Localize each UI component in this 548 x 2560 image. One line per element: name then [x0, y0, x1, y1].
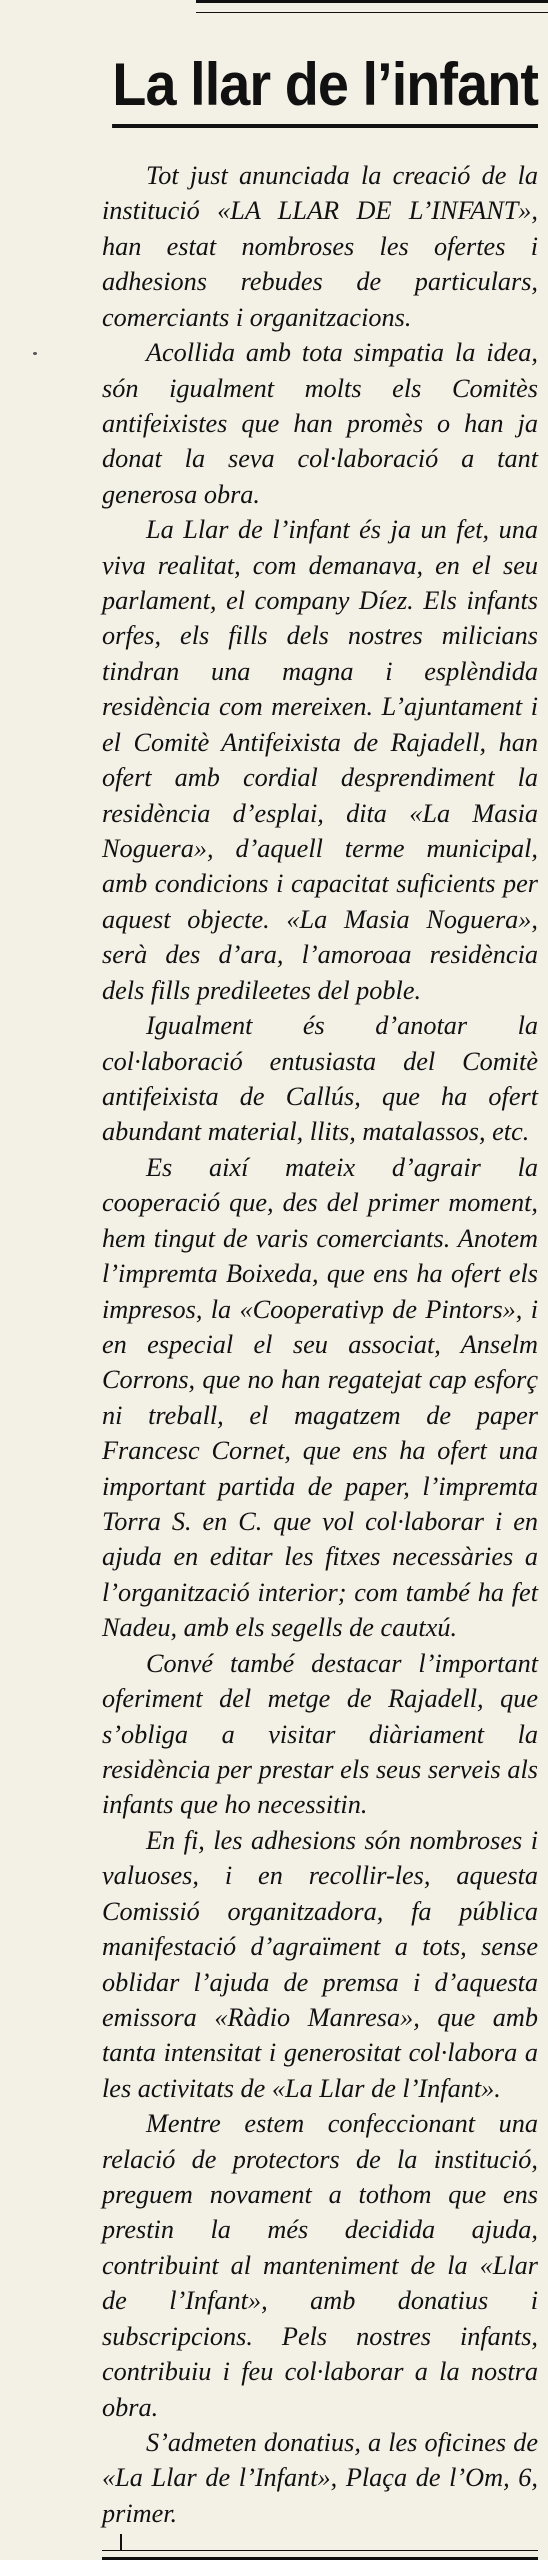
paragraph: Igualment és d’anotar la col·laboració entusiasta del Comitè antifeixista de Callús, que ha ofert abundant material, llits, matalassos, etc. [102, 1011, 538, 1147]
paragraph: Convé també destacar l’important oferiment del metge de Rajadell, que s’obliga a visitar diàriament la residència per prestar els seus serveis als infants que ho necessitin. [102, 1648, 538, 1820]
paragraph: En fi, les adhesions són nombroses i valuoses, i en recollir-les, aquesta Comissió organitzadora, fa pública manifestació d’agraïment a tots, sense oblidar l’ajuda de premsa i d’aquesta emissora «Ràdio Manresa», que amb tanta intensitat i generositat col·labora a les activitats de «La Llar de l’Infant». [102, 1825, 538, 2103]
paragraph: Es així mateix d’agrair la cooperació que, des del primer moment, hem tingut de varis comerciants. Anotem l’impremta Boixeda, que ens ha ofert els impresos, la «Cooperativp de Pintors», i en especial el seu associat, Anselm Corrons, que no han regatejat cap esforç ni treball, el magatzem de paper Francesc Cornet, que ens ha ofert una important partida de paper, l’impremta Torra S. en C. que vol col·laborar i en ajuda en editar les fitxes necessàries a l’organització interior; com també ha fet Nadeu, amb els segells de cautxú. [102, 1152, 538, 1643]
article-body [80, 158, 538, 2531]
article [80, 46, 538, 2531]
paragraph: S’admeten donatius, a les oficines de «La Llar de l’Infant», Plaça de l’Om, 6, primer. [102, 2428, 538, 2528]
margin-speck [33, 352, 37, 355]
paragraph: Mentre estem confeccionant una relació de protectors de la institució, preguem novament a tothom que ens prestin la més decidida ajuda, contribuint al manteniment de la «Llar de l’Infant», amb donatius i subscripcions. Pels nostres infants, contribuiu i feu col·laborar a la nostra obra. [102, 2109, 538, 2422]
top-rule [196, 0, 548, 13]
article-title: La llar de l’infant [112, 46, 538, 128]
bottom-rule [102, 2550, 538, 2560]
margin-tick [120, 2534, 122, 2550]
paragraph: Acollida amb tota simpatia la idea, són igualment molts els Comitès antifeixistes que han promès o han ja donat la seva col·laboració a tant generosa obra. [102, 338, 538, 509]
paragraph: La Llar de l’infant és ja un fet, una viva realitat, com demanava, en el seu parlament, el company Díez. Els infants orfes, els fills dels nostres milicians tindran una magna i esplèndida residència com mereixen. L’ajuntament i el Comitè Antifeixista de Rajadell, han ofert amb cordial desprendiment la residència d’esplai, dita «La Masia Noguera», d’aquell terme municipal, amb condicions i capacitat suficients per aquest objecte. «La Masia Noguera», serà des d’ara, l’amoroaa residència dels fills predileetes del poble. [102, 515, 538, 1005]
paragraph: Tot just anunciada la creació de la institució «LA LLAR DE L’INFANT», han estat nombroses les ofertes i adhesions rebudes de particulars, comerciants i organitzacions. [102, 161, 538, 332]
